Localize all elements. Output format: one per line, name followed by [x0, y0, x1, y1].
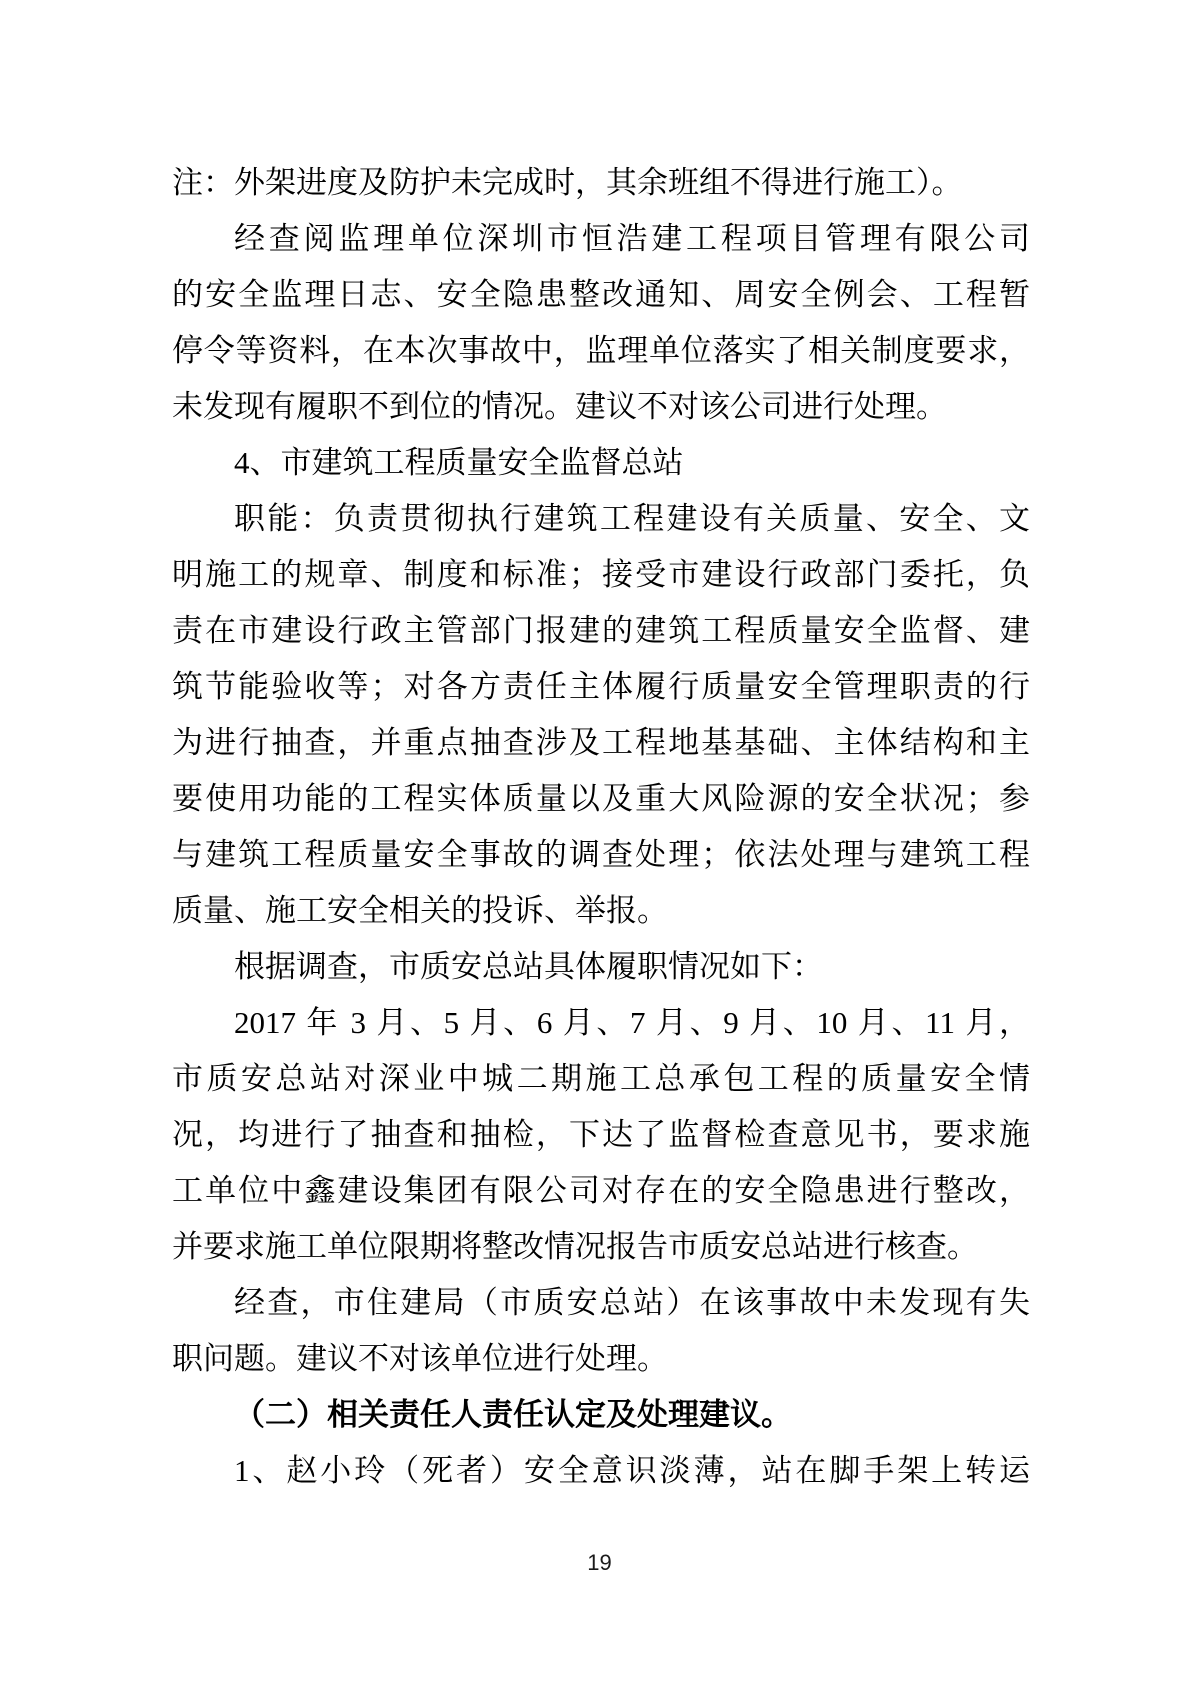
- text-line: 2017 年 3 月、5 月、6 月、7 月、9 月、10 月、11 月，: [234, 1005, 1030, 1040]
- text-line: 况，均进行了抽查和抽检，下达了监督检查意见书，要求施: [172, 1117, 1030, 1152]
- text-line: 责在市建设行政主管部门报建的建筑工程质量安全监督、建: [172, 613, 1030, 648]
- text-line: 筑节能验收等；对各方责任主体履行质量安全管理职责的行: [172, 669, 1030, 704]
- text-line: 明施工的规章、制度和标准；接受市建设行政部门委托，负: [172, 557, 1030, 592]
- text-line: 并要求施工单位限期将整改情况报告市质安总站进行核查。: [172, 1229, 978, 1264]
- section-heading-line: （二）相关责任人责任认定及处理建议。: [234, 1397, 792, 1432]
- text-line: 4、市建筑工程质量安全监督总站: [234, 445, 684, 480]
- text-line: 的安全监理日志、安全隐患整改通知、周安全例会、工程暂: [172, 277, 1030, 312]
- text-line: 经查，市住建局（市质安总站）在该事故中未发现有失: [234, 1285, 1030, 1320]
- text-line: 质量、施工安全相关的投诉、举报。: [172, 893, 668, 928]
- text-line: 职问题。建议不对该单位进行处理。: [172, 1341, 668, 1376]
- text-line: 为进行抽查，并重点抽查涉及工程地基基础、主体结构和主: [172, 725, 1030, 760]
- text-line: 与建筑工程质量安全事故的调查处理；依法处理与建筑工程: [172, 837, 1030, 872]
- text-line: 注：外架进度及防护未完成时，其余班组不得进行施工）。: [172, 165, 963, 200]
- text-line: 经查阅监理单位深圳市恒浩建工程项目管理有限公司: [234, 221, 1030, 256]
- text-line: 停令等资料，在本次事故中，监理单位落实了相关制度要求，: [172, 333, 1030, 368]
- page-number: 19: [587, 1550, 612, 1575]
- text-line: 市质安总站对深业中城二期施工总承包工程的质量安全情: [172, 1061, 1030, 1096]
- text-line: 要使用功能的工程实体质量以及重大风险源的安全状况；参: [172, 781, 1030, 816]
- text-line: 根据调查，市质安总站具体履职情况如下：: [234, 949, 823, 984]
- text-line: 未发现有履职不到位的情况。建议不对该公司进行处理。: [172, 389, 947, 424]
- text-line: 1、赵小玲（死者）安全意识淡薄，站在脚手架上转运: [234, 1453, 1030, 1488]
- document-text-block: [172, 155, 1030, 1499]
- text-line: 职能：负责贯彻执行建筑工程建设有关质量、安全、文: [234, 501, 1030, 536]
- text-line: 工单位中鑫建设集团有限公司对存在的安全隐患进行整改，: [172, 1173, 1030, 1208]
